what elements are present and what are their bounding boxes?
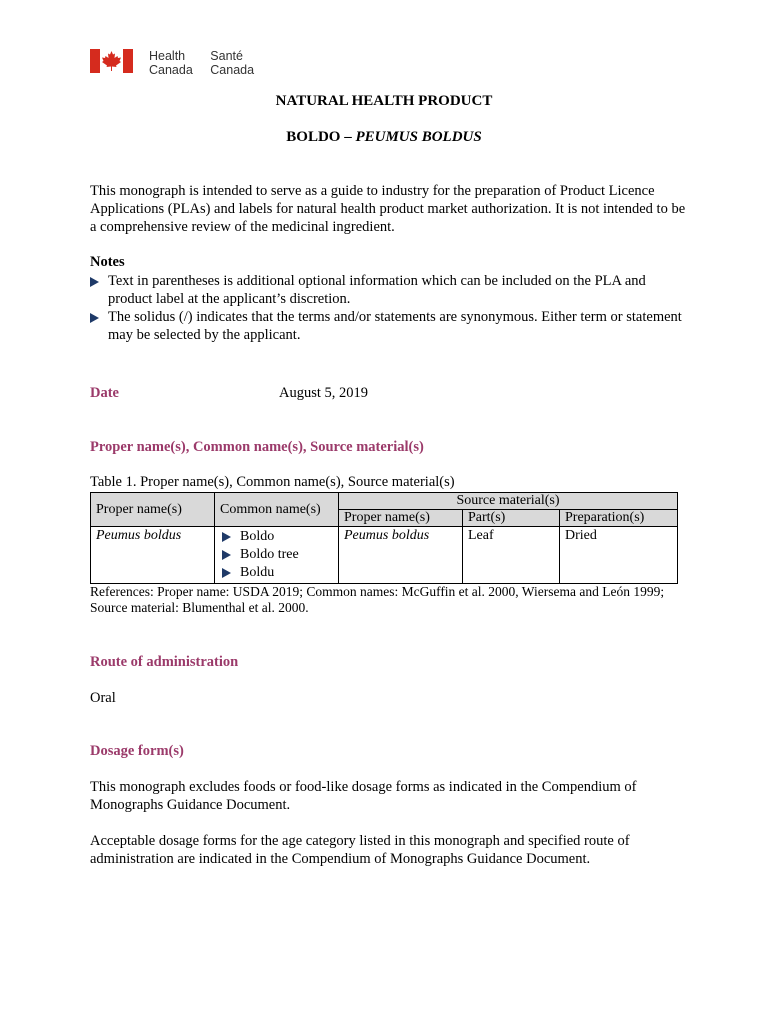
note-text: The solidus (/) indicates that the terms and/or statements are synonymous. Either term or statement may be selected by the applicant. (108, 309, 682, 343)
cell-prep: Dried (560, 527, 678, 584)
subtitle-plain: BOLDO – (286, 129, 356, 145)
col-header-source: Source material(s) (339, 493, 678, 510)
notes-heading: Notes (90, 254, 125, 270)
common-name: Boldo tree (240, 547, 299, 562)
logo-text-fr-1: Santé (210, 49, 243, 63)
date-heading: Date (90, 385, 119, 401)
col-header-common: Common name(s) (215, 493, 339, 527)
canada-flag-icon (90, 49, 133, 73)
logo-text-en-2: Canada (149, 63, 193, 77)
dosage-heading: Dosage form(s) (90, 743, 184, 759)
bullet-triangle-icon (90, 313, 99, 323)
cell-common (215, 527, 339, 584)
sub-header-proper: Proper name(s) (339, 510, 463, 527)
note-item (90, 308, 690, 344)
date-value: August 5, 2019 (279, 385, 369, 401)
cell-src-proper: Peumus boldus (339, 527, 463, 584)
cell-part: Leaf (463, 527, 560, 584)
subtitle-italic: PEUMUS BOLDUS (355, 129, 482, 145)
page-subtitle (0, 129, 768, 146)
logo-text-en-1: Health (149, 49, 186, 63)
dosage-paragraph-1: This monograph excludes foods or food-like dosage forms as indicated in the Compendium of Monographs Guidance Document. (90, 779, 637, 813)
bullet-triangle-icon (90, 277, 99, 287)
bullet-triangle-icon (222, 568, 231, 578)
list-item (220, 546, 333, 564)
bullet-triangle-icon (222, 532, 231, 542)
route-value: Oral (90, 690, 116, 706)
col-header-proper: Proper name(s) (91, 493, 215, 527)
names-heading: Proper name(s), Common name(s), Source material(s) (90, 439, 424, 455)
logo-text-fr-2: Canada (210, 63, 255, 77)
table-references: References: Proper name: USDA 2019; Common names: McGuffin et al. 2000, Wiersema and León 1999; Source material: Blumenthal et al. 2000. (90, 584, 665, 615)
dosage-paragraph-2: Acceptable dosage forms for the age category listed in this monograph and specified route of administration are indicated in the Compendium of Monographs Guidance Document. (90, 833, 630, 867)
list-item (220, 564, 333, 582)
note-text: Text in parentheses is additional optional information which can be included on the PLA and product label at the applicant’s discretion. (108, 273, 646, 307)
cell-proper: Peumus boldus (91, 527, 215, 584)
page-title: NATURAL HEALTH PRODUCT (275, 93, 493, 109)
table-row (91, 527, 678, 584)
route-heading: Route of administration (90, 654, 239, 670)
list-item (220, 528, 333, 546)
bullet-triangle-icon (222, 550, 231, 560)
sub-header-part: Part(s) (463, 510, 560, 527)
common-name: Boldu (240, 565, 275, 580)
intro-paragraph: This monograph is intended to serve as a guide to industry for the preparation of Product Licence Applications (PLAs) and labels for natural health product market authorization. It is not intended to be a comprehensive review of the medicinal ingredient. (90, 183, 686, 235)
names-table (90, 492, 678, 584)
common-name: Boldo (240, 529, 275, 544)
note-item (90, 272, 690, 308)
sub-header-prep: Preparation(s) (560, 510, 678, 527)
health-canada-logo (90, 49, 268, 77)
table-caption: Table 1. Proper name(s), Common name(s), Source material(s) (90, 474, 455, 490)
